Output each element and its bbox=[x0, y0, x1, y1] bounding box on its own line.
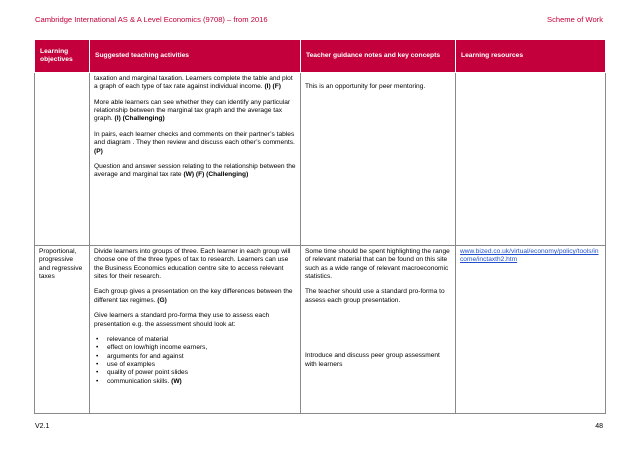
learning-resources-cell bbox=[456, 246, 606, 414]
document-type: Scheme of Work bbox=[547, 15, 603, 24]
learning-objective-cell bbox=[35, 73, 90, 246]
activity-paragraph: Question and answer session relating to the relationship between the average and marginal tax rate (W) (F) (Challenging) bbox=[94, 162, 296, 179]
list-item: • relevance of material bbox=[94, 336, 296, 344]
activity-paragraph: Divide learners into groups of three. Each learner in each group will choose one of the three types of tax to research. Learners can use the Business Economics education centre site to access relevant sites for their research. bbox=[94, 248, 291, 281]
guidance-notes-cell bbox=[301, 246, 456, 414]
activity-paragraph: taxation and marginal taxation. Learners complete the table and plot a graph of each type of tax rate against individual income. (I) (F) bbox=[94, 75, 293, 91]
activity-paragraph: Each group gives a presentation on the key differences between the different tax regimes. (G) bbox=[94, 288, 293, 304]
learning-objective-cell: Proportional, progressive and regressive taxes bbox=[35, 246, 90, 414]
guidance-paragraph: Some time should be spent highlighting the range of relevant material that can be found on this site such as a wide range of relevant macroeconomic statistics. bbox=[305, 248, 450, 281]
list-item: • communication skills. (W) bbox=[94, 378, 296, 386]
header-teaching-activities: Suggested teaching activities bbox=[90, 40, 301, 73]
list-item: • effect on low/high income earners, bbox=[94, 344, 296, 352]
spacer bbox=[305, 312, 451, 352]
activity-paragraph: Give learners a standard pro-forma they use to assess each presentation e.g. the assessment should look at: bbox=[94, 312, 270, 328]
teaching-activities-cell bbox=[90, 73, 301, 246]
list-item: • quality of power point slides bbox=[94, 369, 296, 377]
page-number: 48 bbox=[595, 423, 603, 430]
scheme-of-work-table bbox=[34, 39, 606, 414]
header-learning-resources: Learning resources bbox=[456, 40, 606, 73]
version-label: V2.1 bbox=[35, 423, 50, 430]
learning-resources-cell bbox=[456, 73, 606, 246]
header-guidance-notes: Teacher guidance notes and key concepts bbox=[301, 40, 456, 73]
table-row bbox=[35, 246, 606, 414]
table-row bbox=[35, 73, 606, 246]
guidance-notes-cell bbox=[301, 73, 456, 246]
teaching-activities-cell bbox=[90, 246, 301, 414]
assessment-criteria-list bbox=[94, 336, 296, 386]
guidance-paragraph: This is an opportunity for peer mentoring. bbox=[305, 83, 426, 90]
activity-paragraph: In pairs, each learner checks and comments on their partner’s tables and diagram . They then review and discuss each other’s comments. (P) bbox=[94, 130, 295, 155]
guidance-paragraph: The teacher should use a standard pro-forma to assess each group presentation. bbox=[305, 288, 445, 304]
list-item: • arguments for and against bbox=[94, 353, 296, 361]
document-title: Cambridge International AS & A Level Economics (9708) – from 2016 bbox=[35, 15, 268, 24]
activity-paragraph: More able learners can see whether they can identify any particular relationship between the marginal tax graph and the average tax graph. (I) (Challenging) bbox=[94, 98, 291, 123]
list-item: • use of examples bbox=[94, 361, 296, 369]
guidance-paragraph: Introduce and discuss peer group assessment with learners bbox=[305, 352, 440, 368]
table-header-row bbox=[35, 40, 606, 73]
resource-link[interactable]: www.bized.co.uk/virtual/economy/policy/tools/income/inctaxth2.htm bbox=[460, 248, 599, 264]
header-learning-objectives: Learning objectives bbox=[35, 40, 90, 73]
